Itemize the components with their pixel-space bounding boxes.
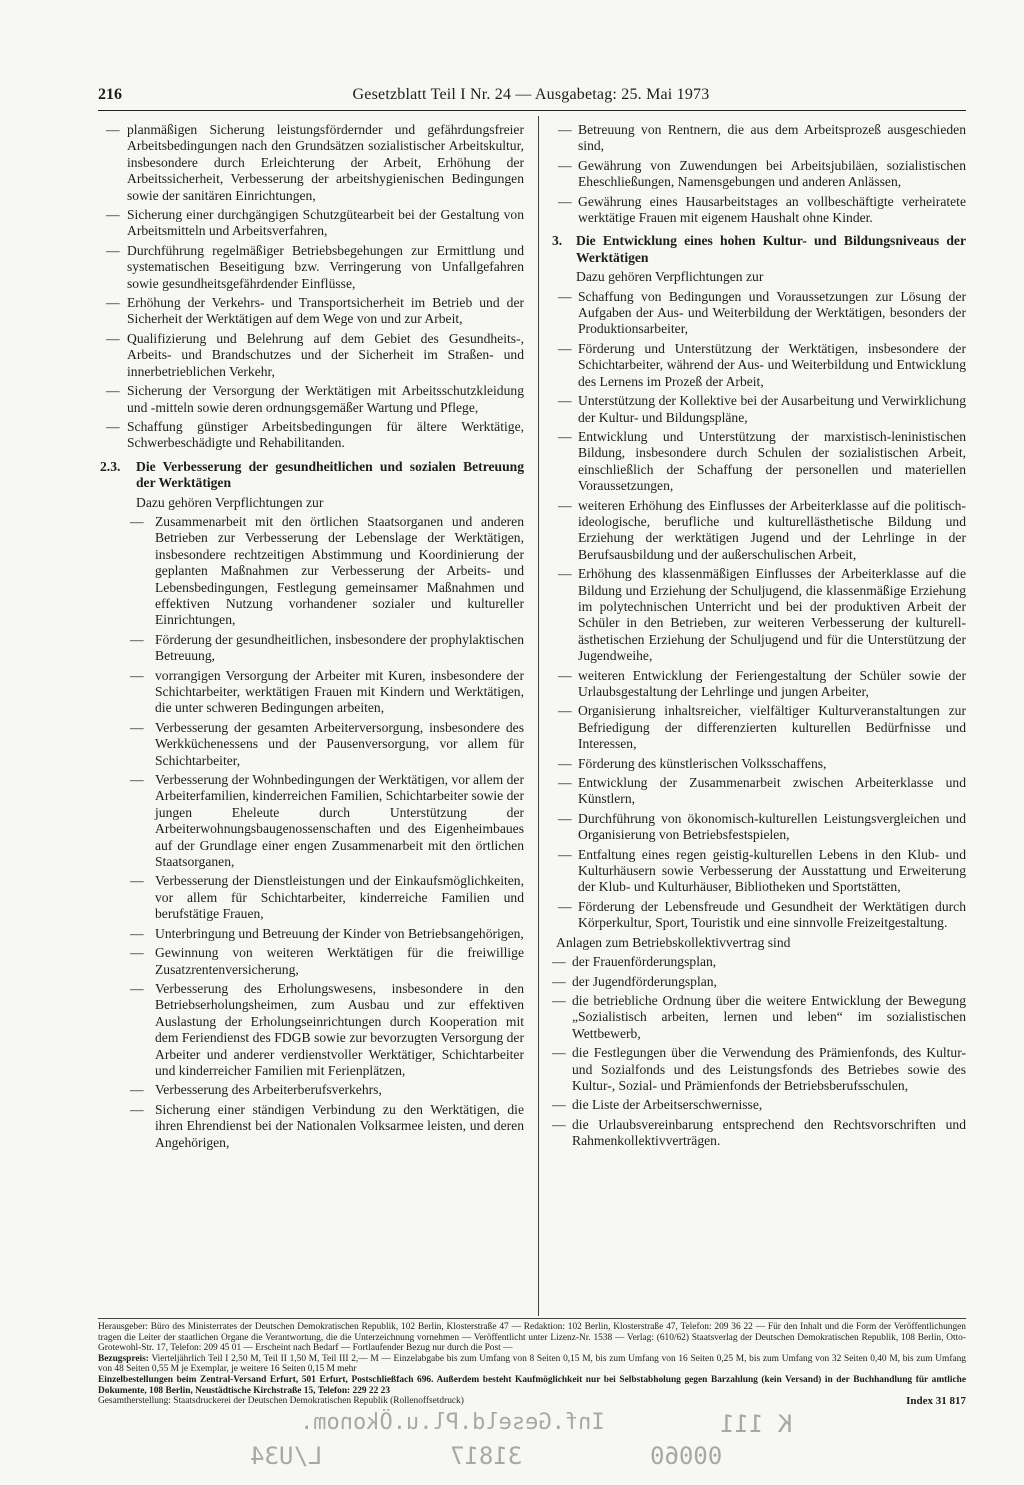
column-divider [538, 116, 539, 1316]
printer-text: Gesamtherstellung: Staatsdruckerei der Deutschen Demokratischen Republik (Rollenoffsetdruck) [98, 1396, 464, 1407]
stamp-text: L/U34 [250, 1442, 323, 1470]
annex-item: — die Urlaubsvereinbarung entsprechend den Rechtsvorschriften und Rahmenkollektivverträgen. [552, 1116, 966, 1149]
list-item: — Entfaltung eines regen geistig-kulturellen Lebens in den Klub- und Kulturhäusern sowie Verbesserung der Ausstattung und Erweiterung der Klub- und Kulturhäuser, Bibliotheken und Sportstätten, [558, 846, 966, 895]
list-item: — planmäßigen Sicherung leistungsfördernder und gefährdungsfreier Arbeitsbedingungen nach den Grundsätzen sozialistischer Arbeitskultur, insbesondere durch Erleichterung der Arbeit, Erhöhung der Arbeitssicherheit, Verbesserung der arbeitshygienischen Bedingungen sowie der sanitären Einrichtungen, [106, 122, 524, 203]
list-item: — Gewährung eines Hausarbeitstages an vollbeschäftigte verheiratete werktätige Frauen mit eigenem Haushalt ohne Kinder. [558, 193, 966, 226]
stamp-text: 00060 [650, 1442, 723, 1470]
stamp-text: 31817 [450, 1442, 523, 1470]
annex-item: — die betriebliche Ordnung über die weitere Entwicklung der Bewegung „Sozialistisch arbeiten, lernen und leben“ im sozialistischen Wettbewerb, [552, 992, 966, 1041]
list-item: — Betreuung von Rentnern, die aus dem Arbeitsprozeß ausgeschieden sind, [558, 122, 966, 154]
annex-item: — der Frauenförderungsplan, [552, 954, 717, 970]
list-item: — Sicherung einer ständigen Verbindung zu den Werktätigen, die ihren Ehrendienst bei der Nationalen Volksarmee leisten, und deren Angehörigen, [130, 1101, 524, 1150]
list-item: — vorrangigen Versorgung der Arbeiter mit Kuren, insbesondere der Schichtarbeiter, werktätigen Frauen mit Kindern und Werktätigen, die unter schweren Bedingungen arbeiten, [130, 667, 524, 716]
annex-item: — die Liste der Arbeitserschwernisse, [552, 1097, 763, 1113]
list-item: — Entwicklung der Zusammenarbeit zwischen Arbeiterklasse und Künstlern, [558, 775, 966, 807]
list-item: — Verbesserung der gesamten Arbeiterversorgung, insbesondere des Werkküchenessens und der Pausenversorgung, vor allem für Schichtarbeiter, [130, 719, 524, 768]
section-heading-2-3: 2.3. Die Verbesserung der gesundheitlichen und sozialen Betreuung der Werktätigen [100, 458, 524, 491]
running-title: Gesetzblatt Teil I Nr. 24 — Ausgabetag: 25. Mai 1973 [352, 86, 710, 103]
page-header [98, 86, 964, 108]
list-item: — Qualifizierung und Belehrung auf dem Gebiet des Gesundheits-, Arbeits- und Brandschutzes und der Sicherheit im Straßen- und innerbetrieblichen Verkehr, [106, 330, 524, 379]
list-item: — Durchführung von ökonomisch-kulturellen Leistungsvergleichen und Organisierung von Betriebsfestspielen, [558, 810, 966, 843]
right-column [552, 122, 966, 1153]
orders-text: Einzelbestellungen beim Zentral-Versand Erfurt, 501 Erfurt, Postschließfach 696. Außerdem besteht Kaufmöglichkeit nur bei Selbstabholung gegen Barzahlung (kein Versand) in der Buchhandlung für amtliche Dokumente, 108 Berlin, Neustädtische Kirchstraße 15, Telefon: 229 22 23 [98, 1374, 966, 1396]
list-item: — Gewährung von Zuwendungen bei Arbeitsjubiläen, sozialistischen Eheschließungen, Namensgebungen und anderen Anlässen, [558, 157, 966, 190]
pricing-text: Bezugspreis: Vierteljährlich Teil I 2,50 M, Teil II 1,50 M, Teil III 2,— M — Einzelabgabe bis zum Umfang von 8 Seiten 0,15 M, bis zum Umfang von 16 Seiten 0,25 M, bis zum Umfang von 32 Seiten 0,40 M, bis zum Umfang von 48 Seiten 0,55 M je Exemplar, je weitere 16 Seiten 0,15 M mehr [98, 1353, 966, 1375]
list-item: — Durchführung regelmäßiger Betriebsbegehungen zur Ermittlung und systematischen Beseitigung bzw. Verringerung von Unfallgefahren sowie gesundheitsgefährdender Einflüsse, [106, 242, 524, 291]
list-item: — Schaffung von Bedingungen und Voraussetzungen zur Lösung der Aufgaben der Aus- und Weiterbildung der Werktätigen, besonders der Produktionsarbeiter, [558, 288, 966, 337]
list-item: — Förderung des künstlerischen Volksschaffens, [558, 755, 827, 771]
list-item: — Zusammenarbeit mit den örtlichen Staatsorganen und anderen Betrieben zur Verbesserung der Lebenslage der Werktätigen, insbesondere rechtzeitigen Abstimmung und Koordinierung der geplanten Maßnahmen zur Verbesserung der Arbeits- und Lebensbedingungen, Festlegung gemeinsamer Maßnahmen und effektiven Nutzung vorhandener sozialer und kultureller Einrichtungen, [130, 513, 524, 628]
annex-item: — die Festlegungen über die Verwendung des Prämienfonds, des Kultur- und Sozialfonds und des Leistungsfonds des Betriebes sowie des Kultur-, Sozial- und Prämienfonds der Betriebsberufsschulen, [552, 1045, 966, 1093]
imprint-footer [98, 1318, 966, 1407]
list-item: — Organisierung inhaltsreicher, vielfältiger Kulturveranstaltungen zur Befriedigung der differenzierten kulturellen Bedürfnisse und Interessen, [558, 703, 966, 752]
stamp-text: K 111 [720, 1410, 793, 1438]
imprint-text: Herausgeber: Büro des Ministerrates der Deutschen Demokratischen Republik, 102 Berlin, Klosterstraße 47 — Redaktion: 102 Berlin, Klosterstraße 47, Telefon: 209 36 22 — Für den Inhalt und die Form der Veröffentlichungen tragen die Leiter der staatlichen Organe die Verantwortung, die die Unterzeichnung vornehmen — Veröffentlicht unter Lizenz-Nr. 1538 — Verlag: (610/62) Staatsverlag der Deutschen Demokratischen Republik, 108 Berlin, Otto-Grotewohl-Str. 17, Telefon: 209 45 01 — Erscheint nach Bedarf — Fortlaufender Bezug nur durch die Post — [98, 1322, 966, 1354]
archive-stamps [0, 1400, 1024, 1480]
list-item: — Unterstützung der Kollektive bei der Ausarbeitung und Verwirklichung der Kultur- und Bildungspläne, [558, 393, 966, 425]
section-heading-3: 3. Die Entwicklung eines hohen Kultur- und Bildungsniveaus der Werktätigen [552, 233, 966, 265]
list-item: — Sicherung der Versorgung der Werktätigen mit Arbeitsschutzkleidung und -mitteln sowie deren ordnungsgemäßer Wartung und Pflege, [106, 383, 524, 415]
annexes-intro: Anlagen zum Betriebskollektivvertrag sind [556, 934, 791, 950]
stamp-text: Inf.Geseld.Pl.u.Ökonom. [300, 1410, 605, 1435]
list-item: — Verbesserung des Erholungswesens, insbesondere in den Betriebserholungsheimen, zum Ausbau und zur effektiven Auslastung der Erholungseinrichtungen durch Kooperation mit dem Feriendienst des FDGB sowie zur bevorzugten Versorgung der Arbeiter und anderer verdienstvoller Werktätiger, Schichtarbeiter und kinderreicher Familien mit Ferienplätzen, [130, 980, 524, 1078]
list-item: — Erhöhung der Verkehrs- und Transportsicherheit im Betrieb und der Sicherheit der Werktätigen auf dem Wege von und zur Arbeit, [106, 295, 524, 327]
left-column [100, 122, 524, 1154]
list-item: — Verbesserung des Arbeiterberufsverkehrs, [130, 1082, 382, 1098]
list-item: — Verbesserung der Dienstleistungen und der Einkaufsmöglichkeiten, vor allem für Schichtarbeiter, kinderreiche Familien und berufstätige Frauen, [130, 873, 524, 922]
list-item: — Gewinnung von weiteren Werktätigen für die freiwillige Zusatzrentenversicherung, [130, 945, 524, 977]
list-item: — Förderung und Unterstützung der Werktätigen, insbesondere der Schichtarbeiter, während der Aus- und Weiterbildung und Entwicklung des Lernens im Prozeß der Arbeit, [558, 340, 966, 389]
index-number: Index 31 817 [906, 1395, 966, 1408]
page-number: 216 [98, 86, 122, 103]
list-item: — Schaffung günstiger Arbeitsbedingungen für ältere Werktätige, Schwerbeschädigte und Rehabilitanden. [106, 418, 524, 451]
list-item: — Unterbringung und Betreuung der Kinder von Betriebsangehörigen, [130, 925, 524, 941]
list-item: — Förderung der Lebensfreude und Gesundheit der Werktätigen durch Körperkultur, Sport, Touristik und eine sinnvolle Freizeitgestaltung. [558, 898, 966, 931]
list-item: — Sicherung einer durchgängigen Schutzgütearbeit bei der Gestaltung von Arbeitsmitteln und Arbeitsverfahren, [106, 207, 524, 239]
annex-item: — der Jugendförderungsplan, [552, 973, 717, 989]
list-item: — weiteren Erhöhung des Einflusses der Arbeiterklasse auf die politisch-ideologische, berufliche und kulturellästhetische Bildung und Erziehung der werktätigen Jugend und der Lehrlinge in der Berufsausbildung und der außerschulischen Arbeit, [558, 497, 966, 562]
header-rule [98, 110, 966, 111]
list-item: — Förderung der gesundheitlichen, insbesondere der prophylaktischen Betreuung, [130, 631, 524, 664]
section-intro: Dazu gehören Verpflichtungen zur [136, 494, 324, 510]
list-item: — Erhöhung des klassenmäßigen Einflusses der Arbeiterklasse auf die Bildung und Erziehung der Schuljugend, die klassenmäßige Erziehung im polytechnischen Unterricht und bei der produktiven Arbeit der Schüler in den Betrieben, zur weiteren Verbesserung der kulturell-ästhetischen Erziehung der Schuljugend und für die Unterstützung der Jugendweihe, [558, 566, 966, 664]
list-item: — Verbesserung der Wohnbedingungen der Werktätigen, vor allem der Arbeiterfamilien, kinderreichen Familien, Schichtarbeiter sowie der jungen Eheleute durch Unterstützung der Arbeiterwohnungsbaugenossenschaften und des Eigenheimbaues auf der Grundlage einer engen Zusammenarbeit mit den örtlichen Staatsorganen, [130, 772, 524, 870]
list-item: — weiteren Entwicklung der Feriengestaltung der Schüler sowie der Urlaubsgestaltung der Lehrlinge und jungen Arbeiter, [558, 667, 966, 699]
section-intro: Dazu gehören Verpflichtungen zur [576, 269, 764, 285]
list-item: — Entwicklung und Unterstützung der marxistisch-leninistischen Bildung, insbesondere durch Schulen der sozialistischen Arbeit, einschließlich der Schaffung der personellen und materiellen Voraussetzungen, [558, 428, 966, 494]
